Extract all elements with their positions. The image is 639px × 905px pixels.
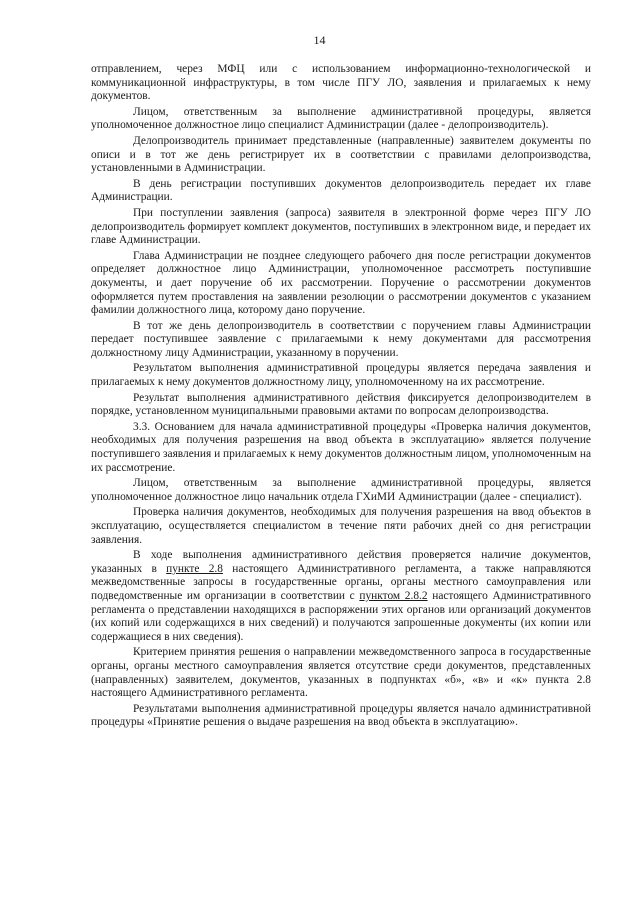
paragraph: Результат выполнения административного действия фиксируется делопроизводителем в порядке, установленном муниципальными правовыми актами по вопросам делопроизводства. bbox=[91, 391, 591, 418]
link-punkt-2-8-2[interactable]: пунктом 2.8.2 bbox=[359, 589, 428, 602]
paragraph: отправлением, через МФЦ или с использованием информационно-технологической и коммуникационной инфраструктуры, в том числе ПГУ ЛО, заявления и прилагаемых к нему документов. bbox=[91, 63, 591, 103]
paragraph: 3.3. Основанием для начала административной процедуры «Проверка наличия документов, необходимых для получения разрешения на ввод объекта в эксплуатацию» является получение поступившего заявления и прилагаемых к нему документов должностным лицом, уполномоченным на их рассмотрение. bbox=[91, 420, 591, 474]
paragraph-text: настоящего Административного регламента, а также направляются межведомственные запросы в государственные органы, органы местного самоуправления или подведомственные им организации в соответствии с bbox=[91, 562, 592, 602]
paragraph: Результатами выполнения административной процедуры является начало административной процедуры «Принятие решения о выдаче разрешения на ввод объекта в эксплуатацию». bbox=[91, 702, 591, 729]
paragraph-text: настоящего Административного регламента о представлении находящихся в распоряжении этих органов или организаций документов (их копий или содержащихся в них сведений) и получаются запрошенные документы (их копии или содержащиеся в них сведения). bbox=[91, 589, 591, 643]
document-body bbox=[91, 63, 591, 732]
paragraph: В день регистрации поступивших документов делопроизводитель передает их главе Администрации. bbox=[91, 177, 591, 204]
paragraph: При поступлении заявления (запроса) заявителя в электронной форме через ПГУ ЛО делопроизводитель формирует комплект документов, поступивших в электронном виде, и передает их главе Администрации. bbox=[91, 206, 591, 247]
paragraph-with-links bbox=[91, 549, 591, 644]
link-punkt-2-8[interactable]: пункте 2.8 bbox=[166, 562, 223, 575]
paragraph: Глава Администрации не позднее следующего рабочего дня после регистрации документов определяет должностное лицо Администрации, уполномоченное рассмотреть поступившие документы, и дает поручение об их рассмотрении. Поручение о рассмотрении документов оформляется путем проставления на заявлении резолюции о рассмотрении документов с указанием фамилии должностного лица, которому дано поручение. bbox=[91, 249, 591, 317]
paragraph: Проверка наличия документов, необходимых для получения разрешения на ввод объектов в эксплуатацию, осуществляется специалистом в течение пяти рабочих дней со дня регистрации заявления. bbox=[91, 506, 591, 546]
paragraph-text: В ходе выполнения административного действия проверяется наличие документов, указанных в bbox=[91, 549, 591, 575]
page-number: 14 bbox=[313, 33, 326, 47]
paragraph: Делопроизводитель принимает представленные (направленные) заявителем документы по описи и в тот же день регистрирует их в соответствии с правилами делопроизводства, установленными в Администрации. bbox=[91, 134, 591, 175]
paragraph: В тот же день делопроизводитель в соответствии с поручением главы Администрации передает поступившее заявление с прилагаемыми к нему документами для рассмотрения должностному лицу Администрации, указанному в поручении. bbox=[91, 319, 591, 359]
paragraph: Лицом, ответственным за выполнение административной процедуры, является уполномоченное должностное лицо начальник отдела ГХиМИ Администрации (далее - специалист). bbox=[91, 477, 591, 503]
paragraph: Лицом, ответственным за выполнение административной процедуры, является уполномоченное должностное лицо специалист Администрации (далее - делопроизводитель). bbox=[91, 105, 591, 132]
paragraph: Результатом выполнения административной процедуры является передача заявления и прилагаемых к нему документов должностному лицу, уполномоченному на их рассмотрение. bbox=[91, 362, 591, 389]
paragraph: Критерием принятия решения о направлении межведомственного запроса в государственные органы, органы местного самоуправления является отсутствие среди документов, представленных (направленных) заявителем, документов, указанных в подпунктах «б», «в» и «к» пункта 2.8 настоящего Административного регламента. bbox=[91, 646, 591, 700]
